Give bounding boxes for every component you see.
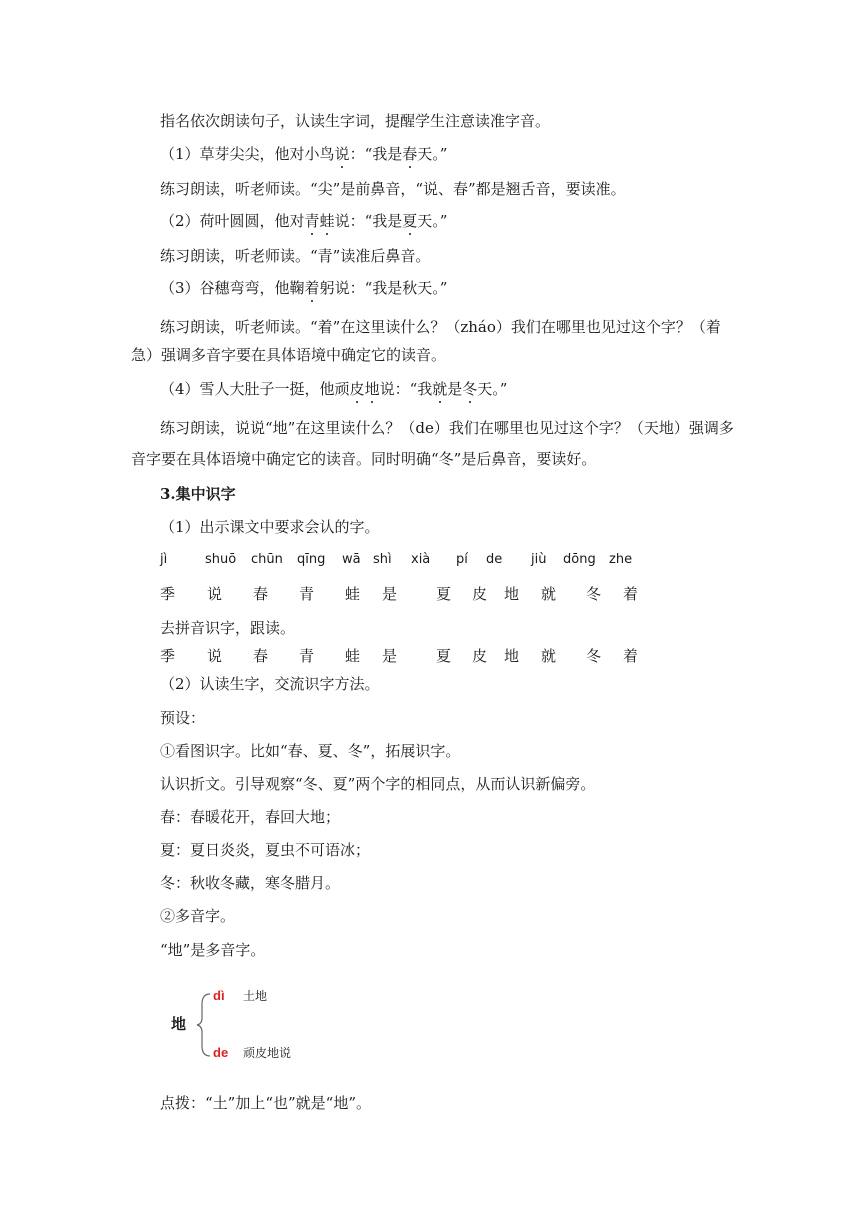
char-2-8: 皮 <box>472 647 488 665</box>
char-2-7: 夏 <box>436 647 452 665</box>
char-6: 是 <box>382 585 398 603</box>
sentence-2-dotted-1: 青 <box>304 212 320 230</box>
pinyin-11: dōng <box>563 552 596 567</box>
example-xia: 夏：夏日炎炎，夏虫不可语冰； <box>160 841 371 859</box>
sentence-2-suffix: 天。” <box>417 212 448 230</box>
sentence-1-suffix: 天。” <box>417 145 448 163</box>
polyphone-reading-2: de <box>213 1045 229 1060</box>
sentence-4-suffix: 天。” <box>477 380 508 398</box>
char-3: 春 <box>253 585 269 603</box>
sentence-3 <box>160 277 447 299</box>
sentence-4 <box>160 378 507 400</box>
step-1: （1）出示课文中要求会认的字。 <box>160 518 380 536</box>
sentence-2-prefix: （2）荷叶圆圆，他对 <box>160 212 305 230</box>
method-2-detail: “地”是多音字。 <box>160 941 266 959</box>
sentence-1-dotted-2: 春 <box>402 145 418 163</box>
sentence-2-dotted-3: 夏 <box>402 212 418 230</box>
sentence-2 <box>160 210 447 232</box>
char-5: 蛙 <box>345 585 361 603</box>
preset-label: 预设： <box>160 709 206 727</box>
pinyin-7: xià <box>411 552 431 567</box>
pinyin-8: pí <box>456 552 468 567</box>
sentence-4-dotted-4: 冬 <box>462 380 478 398</box>
example-dong: 冬：秋收冬藏，寒冬腊月。 <box>160 874 341 892</box>
char-2-12: 着 <box>623 647 639 665</box>
sentence-4-dotted-3: 就 <box>432 380 448 398</box>
pinyin-12: zhe <box>609 552 633 567</box>
pinyin-5: wā <box>342 552 361 567</box>
char-8: 皮 <box>472 585 488 603</box>
hint-paragraph: 点拨：“土”加上“也”就是“地”。 <box>160 1094 372 1112</box>
practice-paragraph-3: 练习朗读，听老师读。“着”在这里读什么？（zháo）我们在哪里也见过这个字？（着急）强调多音字要在具体语境中确定它的读音。 <box>131 318 721 364</box>
practice-paragraph-1: 练习朗读，听老师读。“尖”是前鼻音，“说、春”都是翘舌音，要读准。 <box>160 180 626 198</box>
section-heading-3: 3.集中识字 <box>160 485 236 503</box>
sentence-4-dotted-2: 地 <box>364 380 380 398</box>
sentence-1-dotted-1: 说 <box>334 145 350 163</box>
char-11: 冬 <box>586 585 602 603</box>
pinyin-2: shuō <box>205 552 237 567</box>
sentence-2-mid: 说：“我是 <box>334 212 403 230</box>
pinyin-removal-note: 去拼音识字，跟读。 <box>160 619 296 637</box>
char-2: 说 <box>207 585 223 603</box>
char-7: 夏 <box>436 585 452 603</box>
char-2-11: 冬 <box>586 647 602 665</box>
char-2-2: 说 <box>207 647 223 665</box>
char-4: 青 <box>299 585 315 603</box>
sentence-2-dotted-2: 蛙 <box>319 212 335 230</box>
polyphone-char: 地 <box>171 1015 187 1033</box>
pinyin-4: qīng <box>297 552 326 567</box>
method-1-detail: 认识折文。引导观察“冬、夏”两个字的相同点，从而认识新偏旁。 <box>160 775 596 793</box>
method-1: ①看图识字。比如“春、夏、冬”，拓展识字。 <box>160 742 461 760</box>
char-2-1: 季 <box>160 647 176 665</box>
char-12: 着 <box>623 585 639 603</box>
char-2-4: 青 <box>299 647 315 665</box>
sentence-4-mid-2: 是 <box>447 380 463 398</box>
sentence-4-mid: 说：“我 <box>379 380 433 398</box>
char-2-10: 就 <box>541 647 557 665</box>
pinyin-6: shì <box>373 552 392 567</box>
brace-icon <box>196 992 212 1058</box>
sentence-4-dotted-1: 皮 <box>349 380 365 398</box>
pinyin-10: jiù <box>531 552 547 567</box>
intro-paragraph: 指名依次朗读句子，认读生字词，提醒学生注意读准字音。 <box>160 112 551 130</box>
char-2-9: 地 <box>504 647 520 665</box>
sentence-3-dotted-1: 着 <box>304 279 320 297</box>
pinyin-9: de <box>486 552 503 567</box>
method-2: ②多音字。 <box>160 907 236 925</box>
char-10: 就 <box>541 585 557 603</box>
polyphone-word-1: 土地 <box>243 989 268 1003</box>
pinyin-3: chūn <box>251 552 283 567</box>
sentence-3-suffix: 躬说：“我是秋天。” <box>319 279 448 297</box>
practice-paragraph-4: 练习朗读，说说“地”在这里读什么？（de）我们在哪里也见过这个字？（天地）强调多音字要在具体语境中确定它的读音。同时明确“冬”是后鼻音，要读好。 <box>131 419 734 468</box>
step-2: （2）认读生字，交流识字方法。 <box>160 675 380 693</box>
char-2-6: 是 <box>382 647 398 665</box>
char-9: 地 <box>504 585 520 603</box>
sentence-4-prefix: （4）雪人大肚子一挺，他顽 <box>160 380 350 398</box>
sentence-1-prefix: （1）草芽尖尖，他对小鸟 <box>160 145 335 163</box>
sentence-3-prefix: （3）谷穗弯弯，他鞠 <box>160 279 305 297</box>
practice-paragraph-2: 练习朗读，听老师读。“青”读准后鼻音。 <box>160 247 431 265</box>
char-1: 季 <box>160 585 176 603</box>
char-2-5: 蛙 <box>345 647 361 665</box>
sentence-1 <box>160 143 447 165</box>
example-chun: 春：春暖花开，春回大地； <box>160 808 341 826</box>
char-2-3: 春 <box>253 647 269 665</box>
pinyin-1: jì <box>160 552 168 567</box>
polyphone-reading-1: dì <box>213 988 225 1003</box>
sentence-1-mid: ：“我是 <box>349 145 403 163</box>
polyphone-word-2: 顽皮地说 <box>243 1046 292 1060</box>
